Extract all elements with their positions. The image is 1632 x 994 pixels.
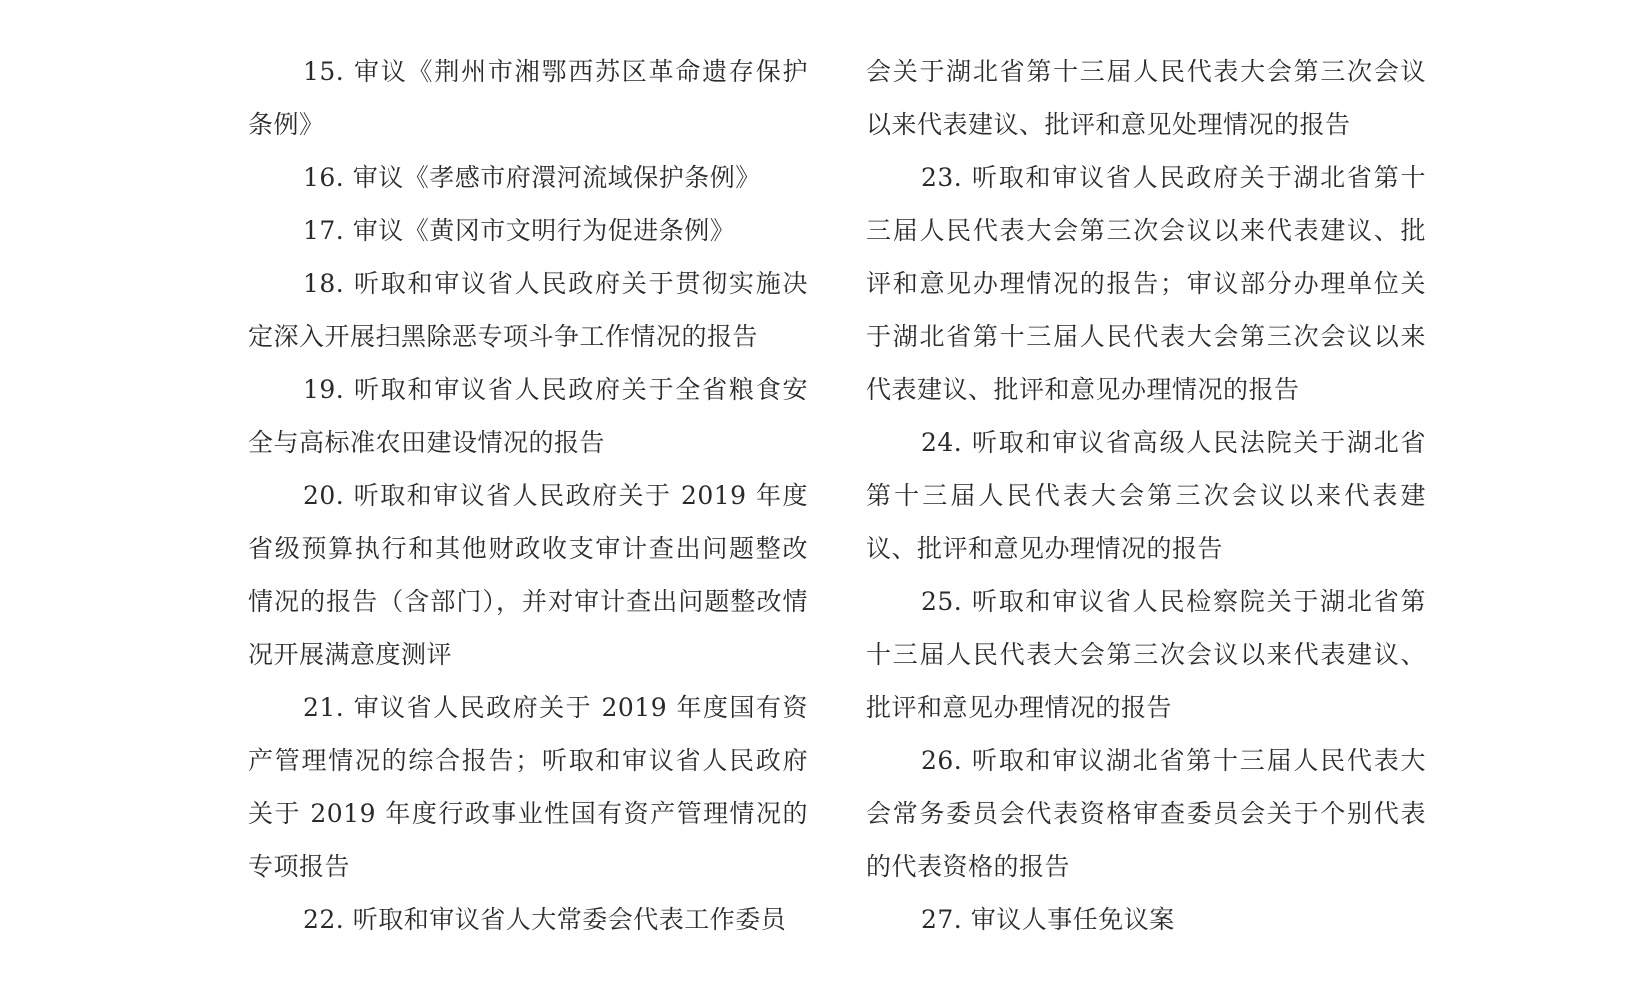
list-item-19: 19. 听取和审议省人民政府关于全省粮食安全与高标准农田建设情况的报告: [248, 375, 808, 457]
list-item-23: 23. 听取和审议省人民政府关于湖北省第十三届人民代表大会第三次会议以来代表建议、批评和意见办理情况的报告；审议部分办理单位关于湖北省第十三届人民代表大会第三次会议以来代表建议、批评和意见办理情况的报告: [866, 163, 1426, 404]
list-item-25: 25. 听取和审议省人民检察院关于湖北省第十三届人民代表大会第三次会议以来代表建议、批评和意见办理情况的报告: [866, 587, 1426, 722]
list-item-17: 17. 审议《黄冈市文明行为促进条例》: [303, 216, 736, 245]
right-column: [866, 45, 1426, 946]
list-item-22: 22. 听取和审议省人大常委会代表工作委员: [303, 905, 787, 934]
list-item-21: 21. 审议省人民政府关于 2019 年度国有资产管理情况的综合报告；听取和审议省人民政府关于 2019 年度行政事业性国有资产管理情况的专项报告: [248, 693, 808, 881]
list-item-27: 27. 审议人事任免议案: [921, 905, 1175, 934]
list-item-24: 24. 听取和审议省高级人民法院关于湖北省第十三届人民代表大会第三次会议以来代表建议、批评和意见办理情况的报告: [866, 428, 1426, 563]
left-column: [248, 45, 808, 946]
list-item-18: 18. 听取和审议省人民政府关于贯彻实施决定深入开展扫黑除恶专项斗争工作情况的报告: [248, 269, 808, 351]
list-item-26: 26. 听取和审议湖北省第十三届人民代表大会常务委员会代表资格审查委员会关于个别代表的代表资格的报告: [866, 746, 1426, 881]
list-item-16: 16. 审议《孝感市府澴河流域保护条例》: [303, 163, 761, 192]
list-item-22-continued: 会关于湖北省第十三届人民代表大会第三次会议以来代表建议、批评和意见处理情况的报告: [866, 57, 1426, 139]
list-item-15: 15. 审议《荆州市湘鄂西苏区革命遗存保护条例》: [248, 57, 808, 139]
list-item-20: 20. 听取和审议省人民政府关于 2019 年度省级预算执行和其他财政收支审计查出问题整改情况的报告（含部门），并对审计查出问题整改情况开展满意度测评: [248, 481, 808, 669]
